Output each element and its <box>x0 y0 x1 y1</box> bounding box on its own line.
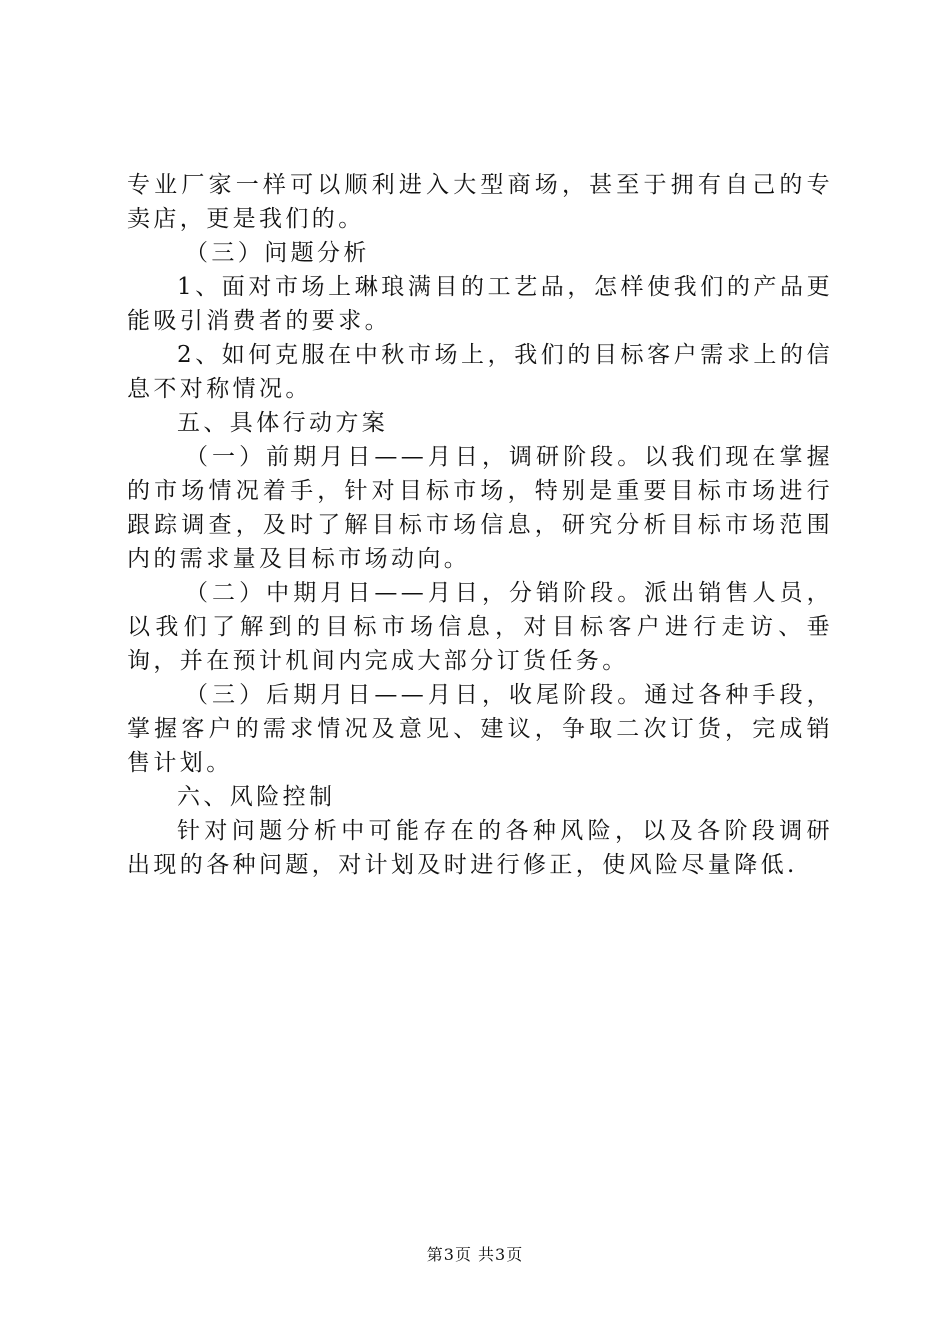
section-heading-problem-analysis: （三）问题分析 <box>185 240 370 266</box>
paragraph-problem-2: 2、如何克服在中秋市场上，我们的目标客户需求上的信息不对称情况。 <box>127 342 833 402</box>
page-number-footer: 第3页 共3页 <box>426 1245 524 1264</box>
paragraph-continuation: 专业厂家一样可以顺利进入大型商场，甚至于拥有自己的专卖店，更是我们的。 <box>127 172 833 232</box>
section-heading-action-plan: 五、具体行动方案 <box>177 410 389 436</box>
paragraph-risk-control: 针对问题分析中可能存在的各种风险，以及各阶段调研出现的各种问题，对计划及时进行修正，使风险尽量降低. <box>127 818 833 878</box>
paragraph-phase-late: （三）后期月日——月日，收尾阶段。通过各种手段，掌握客户的需求情况及意见、建议，争取二次订货，完成销售计划。 <box>127 682 833 776</box>
document-body <box>127 168 833 882</box>
paragraph-problem-1: 1、面对市场上琳琅满目的工艺品，怎样使我们的产品更能吸引消费者的要求。 <box>127 274 833 334</box>
section-heading-risk-control: 六、风险控制 <box>177 784 336 810</box>
paragraph-phase-middle: （二）中期月日——月日，分销阶段。派出销售人员，以我们了解到的目标市场信息，对目标客户进行走访、垂询，并在预计机间内完成大部分订货任务。 <box>127 580 833 674</box>
paragraph-phase-early: （一）前期月日——月日，调研阶段。以我们现在掌握的市场情况着手，针对目标市场，特别是重要目标市场进行跟踪调查，及时了解目标市场信息，研究分析目标市场范围内的需求量及目标市场动向。 <box>127 444 833 572</box>
